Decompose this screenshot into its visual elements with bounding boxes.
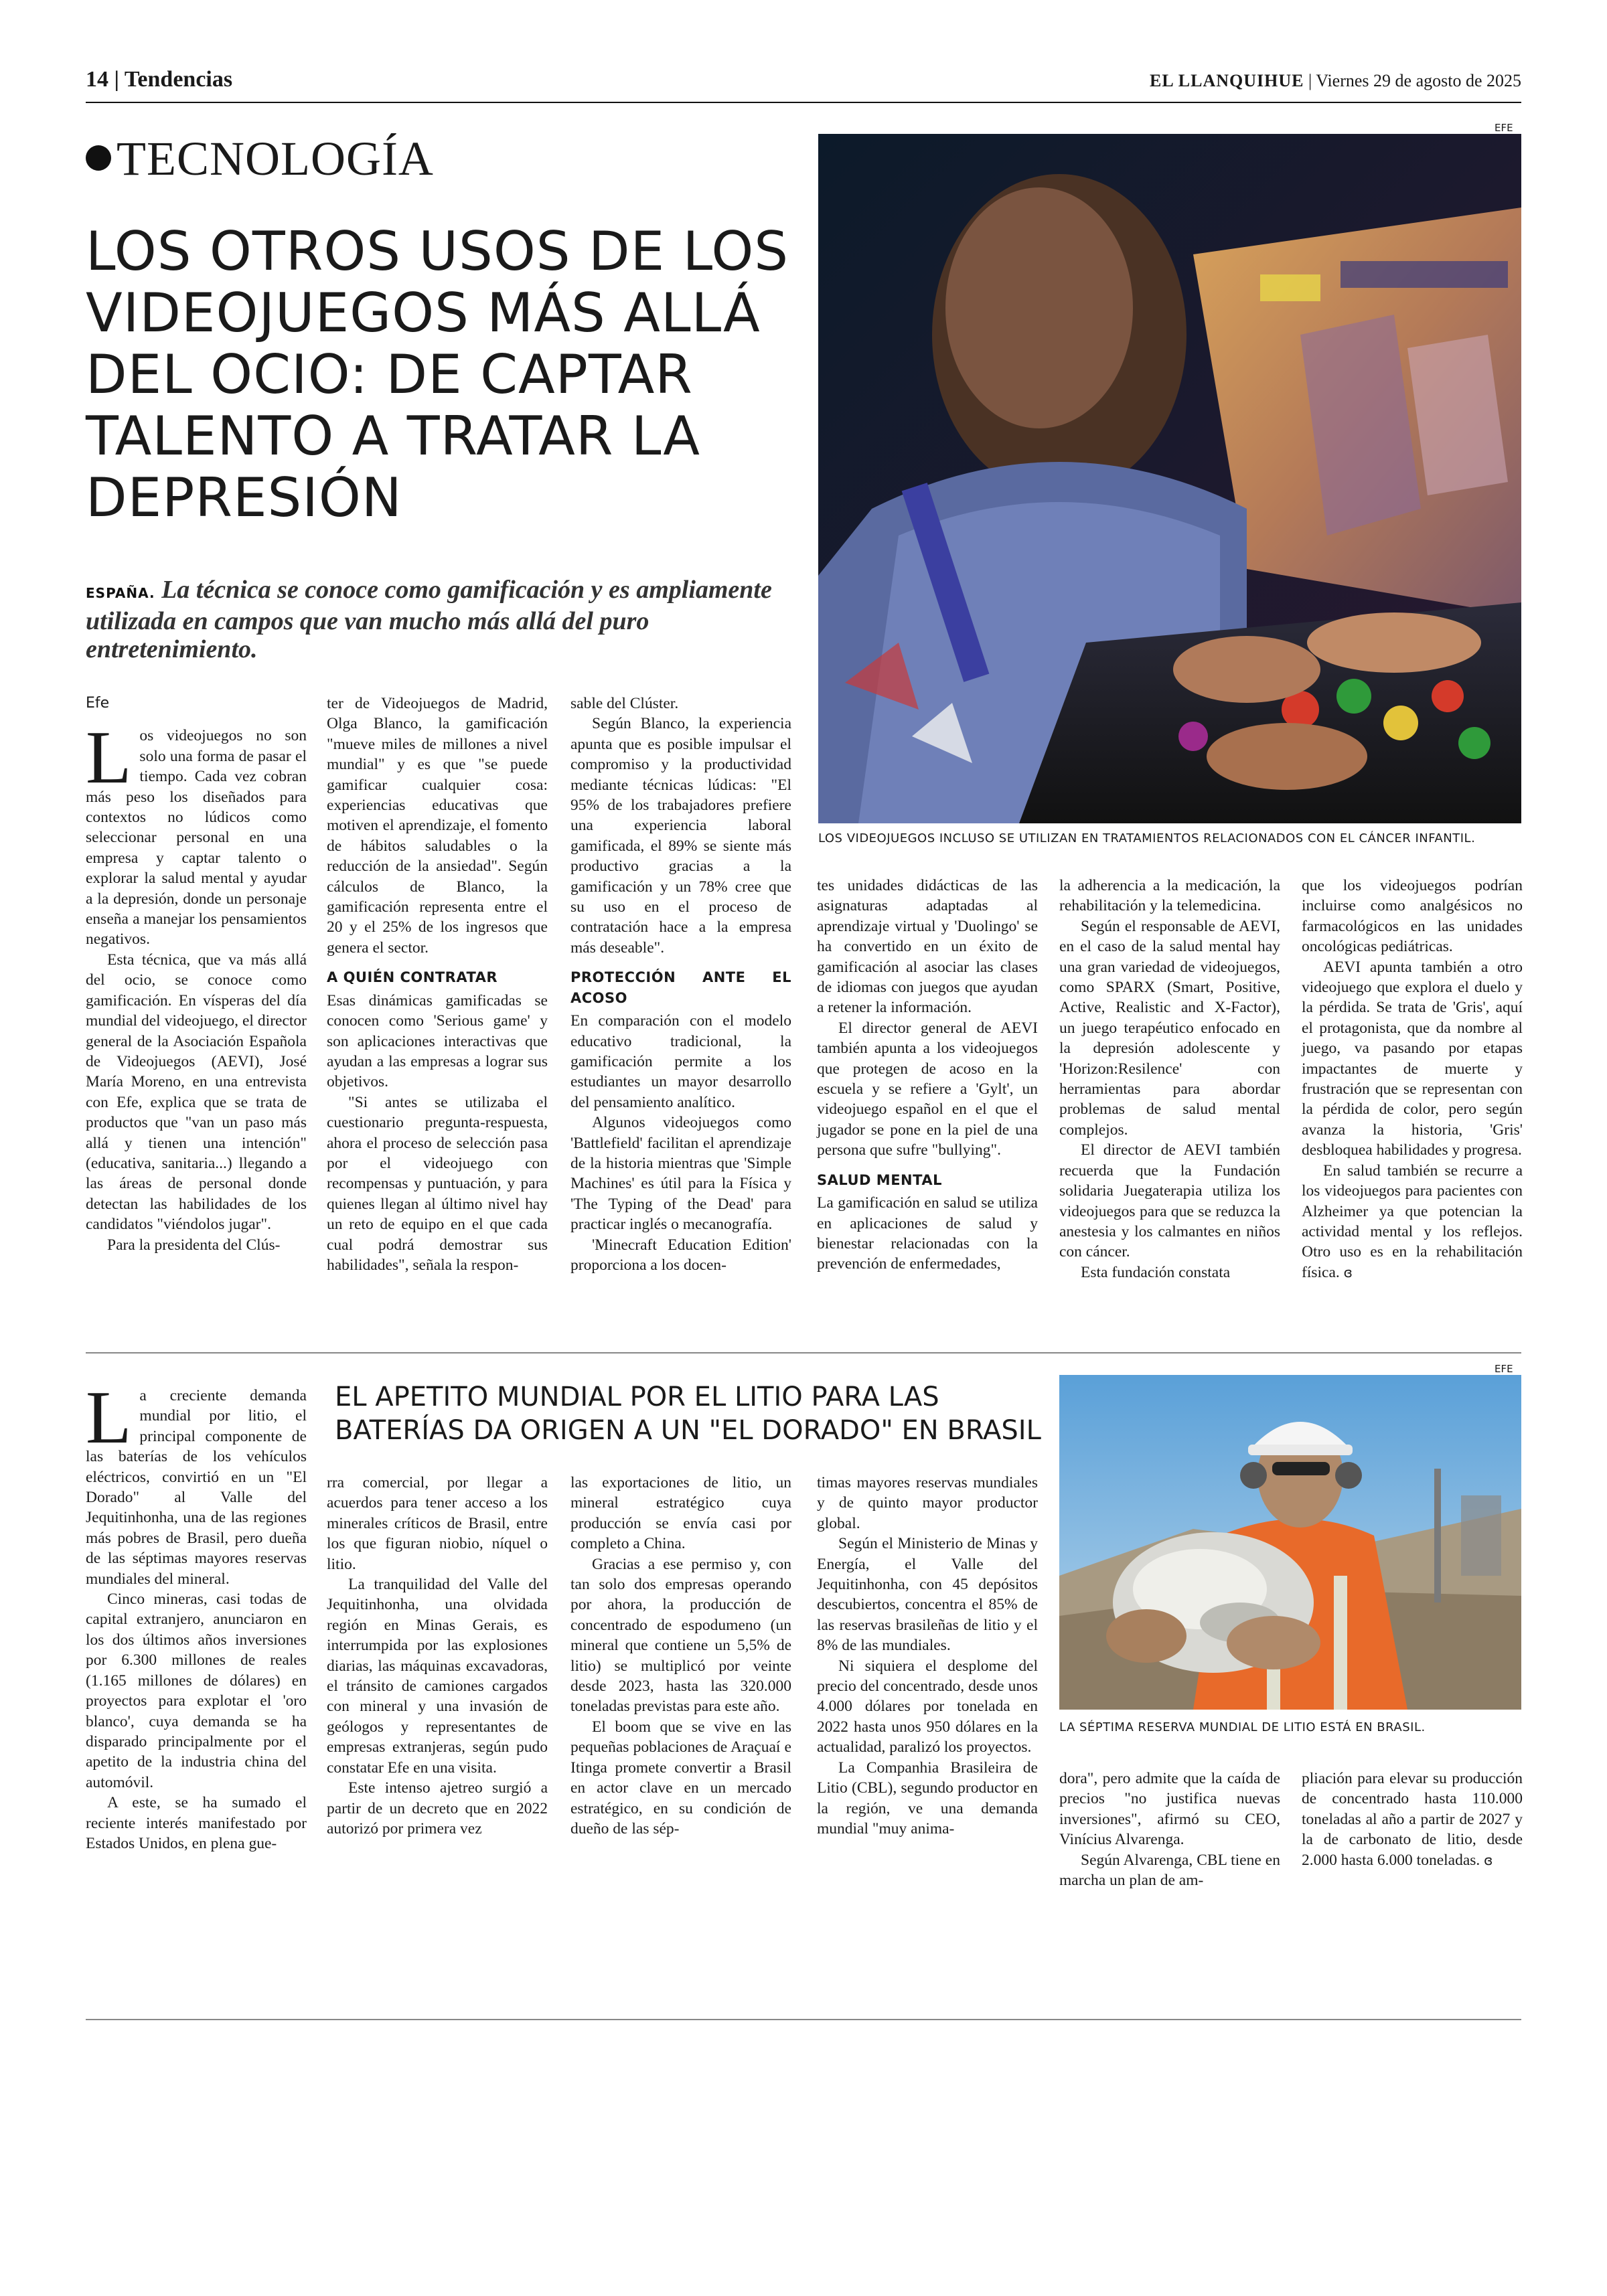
paragraph-text: En salud también se recurre a los videojuegos para pacientes con Alzheimer ya que potencian la actividad mental y los reflejos. Otro uso es en la rehabilitación física. [1302,1161,1523,1281]
paragraph: dora", pero admite que la caída de precios "no justifica nuevas inversiones", afirmó su CEO, Vinícius Alvarenga. [1059,1770,1280,1849]
article1-column-5 [1059,876,1280,1283]
paragraph: a creciente demanda mundial por litio, el principal componente de las baterías de los vehículos eléctricos, convirtió en un "El Dorado" al Valle del Jequitinhonha, una de las regiones más pobres de Brasil, pero dueña de las séptimas mayores reservas mundiales del mineral. [86,1387,307,1588]
paragraph: La gamificación en salud se utiliza en aplicaciones de salud y bienestar relacionadas con la prevención de enfermedades, [817,1194,1038,1273]
photo-credit: EFE [1495,122,1513,134]
paragraph: las exportaciones de litio, un mineral estratégico cuya producción se envía casi por completo a China. [570,1474,791,1553]
paper-dateline [1150,71,1521,91]
paragraph: El boom que se vive en las pequeñas poblaciones de Araçuaí e Itinga promete convertir a Brasil en actor clave en un mercado estratégico, en su condición de dueño de las sép- [570,1718,791,1837]
photo2-credit: EFE [1495,1363,1513,1375]
paragraph: A este, se ha sumado el reciente interés manifestado por Estados Unidos, en plena gue- [86,1794,307,1852]
article1-column-3 [570,693,791,1275]
issue-date: Viernes 29 de agosto de 2025 [1316,71,1521,90]
page-folio [86,67,232,92]
paragraph: Para la presidenta del Clús- [107,1236,281,1254]
article2-column-5 [1059,1769,1280,1890]
subhead: A QUIÉN CONTRATAR [327,969,498,986]
lithium-photo [1059,1375,1521,1710]
arcade-photo-illustration [818,134,1521,823]
paper-name: EL LLANQUIHUE [1150,71,1304,90]
end-mark-icon: ɞ [1343,1264,1353,1281]
paragraph: El director general de AEVI también apunta a los videojuegos que protegen de acoso en la escuela y se refiere a 'Gylt', un videojuego español en el que el jugador se pone en la piel de una persona que sufre "bullying". [817,1019,1038,1159]
paragraph: La tranquilidad del Valle del Jequitinhonha, una olvidada región en Minas Gerais, es interrumpida por las explosiones diarias, las máquinas excavadoras, el tránsito de camiones cargados con mineral y una invasión de geólogos y representantes de empresas extranjeras, según pudo constatar Efe en una visita. [327,1576,548,1777]
article2-column-3 [570,1473,791,1839]
subhead: SALUD MENTAL [817,1171,942,1188]
paragraph: ter de Videojuegos de Madrid, Olga Blanco, la gamificación "mueve miles de millones a nivel mundial" y es que "se puede gamificar cualquier cosa: experiencias educativas que motiven el aprendizaje, el fomento de hábitos saludables o la reducción de la ansiedad". Según cálculos de Blanco, la gamificación representa entre el 20 y el 25% de los ingresos que genera el sector. [327,695,548,957]
article-lead [86,576,795,663]
section-label-text: TECNOLOGÍA [117,132,434,185]
paragraph: timas mayores reservas mundiales y de quinto mayor productor global. [817,1474,1038,1532]
paragraph: que los videojuegos podrían incluirse como analgésicos no farmacológicos en las unidades oncológicas pediátricas. [1302,877,1523,956]
paragraph: El director de AEVI también recuerda que la Fundación solidaria Juegaterapia utiliza los videojuegos para que se reduzca la anestesia y los calmantes en niños con cáncer. [1059,1141,1280,1261]
dateline-divider: | [1308,71,1316,90]
paragraph: La Companhia Brasileira de Litio (CBL), segundo productor en la región, ve una demanda mundial "muy anima- [817,1758,1038,1837]
article2-headline: EL APETITO MUNDIAL POR EL LITIO PARA LAS BATERÍAS DA ORIGEN A UN "EL DORADO" EN BRASIL [335,1382,1041,1446]
subhead: PROTECCIÓN ANTE EL ACOSO [570,969,791,1006]
bullet-icon [86,145,111,171]
paragraph: Según el responsable de AEVI, en el caso de la salud mental hay una gran variedad de videojuegos, como SPARX (Smart, Positive, Active, Realistic and X-Factor), un juego terapéutico enfocado en la depresión adolescente y 'Horizon:Resilence' con herramientas para abordar problemas de salud mental complejos. [1059,917,1280,1139]
header-rule [86,102,1521,103]
dropcap: L [86,716,132,800]
lead-place: ESPAÑA. [86,585,155,601]
lithium-photo-illustration [1059,1375,1521,1710]
page-number: 14 [86,67,108,92]
dropcap: L [86,1376,132,1459]
paragraph: Esas dinámicas gamificadas se conocen como 'Serious game' y son aplicaciones interactivas que ayudan a las empresas a lograr sus objetivos. [327,991,548,1091]
article1-column-6 [1302,876,1523,1283]
paragraph: Ni siquiera el desplome del precio del concentrado, desde unos 4.000 dólares por tonelada en 2022 hasta unos 950 dólares en la actualidad, paralizó los proyectos. [817,1657,1038,1756]
paragraph: rra comercial, por llegar a acuerdos para tener acceso a los minerales críticos de Brasil, entre los que figuran niobio, níquel o litio. [327,1474,548,1573]
paragraph: Según Alvarenga, CBL tiene en marcha un plan de am- [1059,1851,1280,1890]
lead-text: La técnica se conoce como gamificación y es ampliamente utilizada en campos que van mucho más allá del puro entretenimiento. [86,576,772,663]
paragraph [1302,1769,1523,1870]
paragraph-text: pliación para elevar su producción de concentrado hasta 110.000 toneladas al año a partir de 2027 y la de carbonato de litio, desde 2.000 hasta 6.000 toneladas. [1302,1770,1523,1869]
paragraph: 'Minecraft Education Edition' proporciona a los docen- [570,1236,791,1274]
article1-column-4 [817,876,1038,1275]
section-label [86,131,434,187]
section-name: Tendencias [124,67,233,92]
folio-divider: | [114,67,125,92]
paragraph: Gracias a ese permiso y, con tan solo dos empresas operando por ahora, la producción de concentrado de espodumeno (un mineral que contiene un 5,5% de litio) se multiplicó por veinte desde 2023, hasta las 320.000 toneladas previstas para este año. [570,1555,791,1716]
paragraph [1302,1161,1523,1283]
photo-caption: LOS VIDEOJUEGOS INCLUSO SE UTILIZAN EN TRATAMIENTOS RELACIONADOS CON EL CÁNCER INFANTIL. [818,831,1476,845]
article1-column-2 [327,693,548,1275]
paragraph: Esta fundación constata [1081,1263,1231,1281]
paragraph: AEVI apunta también a otro videojuego que explora el duelo y la pérdida. Se trata de 'Gris', aquí el protagonista, que da nombre al juego, va pasando por etapas impactantes de muerte y frustración que se representan con la pérdida de color, pero según avanza la historia, 'Gris' desbloquea habilidades y progresa. [1302,958,1523,1159]
article2-column-6 [1302,1769,1523,1870]
footer-rule [86,2019,1521,2020]
photo2-caption: LA SÉPTIMA RESERVA MUNDIAL DE LITIO ESTÁ EN BRASIL. [1059,1720,1426,1734]
paragraph: la adherencia a la medicación, la rehabilitación y la telemedicina. [1059,877,1280,915]
article-divider [86,1352,1521,1354]
paragraph: En comparación con el modelo educativo tradicional, la gamificación permite a los estudiantes un mayor desarrollo del pensamiento analítico. [570,1012,791,1111]
paragraph: Esta técnica, que va más allá del ocio, se conoce como gamificación. En vísperas del día mundial del videojuego, el director general de la Asociación Española de Videojuegos (AEVI), José María Moreno, en una entrevista con Efe, explica que se trata de productos que "van un paso más allá y tienen una intención" (educativa, sanitaria...) llegando a las áreas de personal donde detectan las habilidades de los candidatos "viéndolos jugar". [86,951,307,1234]
paragraph: Según el Ministerio de Minas y Energía, el Valle del Jequitinhonha, con 45 depósitos descubiertos, concentra el 85% de las reservas brasileñas de litio y el 8% de las mundiales. [817,1535,1038,1655]
article2-column-4 [817,1473,1038,1839]
paragraph: Algunos videojuegos como 'Battlefield' facilitan el aprendizaje de la historia mientras que 'Simple Machines' es útil para la Física y 'The Typing of the Dead' para practicar inglés o mecanografía. [570,1114,791,1234]
arcade-photo [818,134,1521,823]
paragraph: Cinco mineras, casi todas de capital extranjero, anunciaron en los dos últimos años inversiones por 6.300 millones de reales (1.165 millones de dólares) en proyectos para explotar el 'oro blanco', cuya demanda se ha disparado principalmente por el apetito de la industria china del automóvil. [86,1590,307,1791]
article-headline: LOS OTROS USOS DE LOS VIDEOJUEGOS MÁS ALLÁ DEL OCIO: DE CAPTAR TALENTO A TRATAR LA DEPRESIÓN [86,220,789,529]
paragraph: Según Blanco, la experiencia apunta que es posible impulsar el compromiso y la productividad mediante técnicas lúdicas: "El 95% de los trabajadores prefiere una experiencia laboral gamificada, el 89% se siente más productivo gracias a la gamificación y un 78% cree que su uso en el proceso de contratación hace a la empresa más deseable". [570,715,791,957]
paragraph: os videojuegos no son solo una forma de pasar el tiempo. Cada vez cobran más peso los diseñados para contextos no lúdicos como seleccionar personal en una empresa y captar talento o explorar la salud mental y ayudar a la depresión, donde un personaje enseña a manejar los pensamientos negativos. [86,727,307,949]
article2-column-1 [86,1376,307,1854]
paragraph: sable del Clúster. [570,695,679,712]
paragraph: tes unidades didácticas de las asignaturas adaptadas al aprendizaje virtual y 'Duolingo' se ha convertido en un éxito de gamificación al asociar las clases de idiomas con juegos que ayudan a retener la información. [817,877,1038,1017]
byline: Efe [86,695,110,712]
article2-column-2 [327,1473,548,1839]
paragraph: "Si antes se utilizaba el cuestionario pregunta-respuesta, ahora el proceso de selección pasa por el videojuego con recompensas y puntuación, y para quienes llegan al último nivel hay un reto de equipo en el que cada cual podrá demostrar sus habilidades", señala la respon- [327,1093,548,1274]
paragraph: Este intenso ajetreo surgió a partir de un decreto que en 2022 autorizó por primera vez [327,1779,548,1837]
article1-column-1 [86,693,307,1255]
end-mark-icon: ɞ [1484,1852,1493,1868]
